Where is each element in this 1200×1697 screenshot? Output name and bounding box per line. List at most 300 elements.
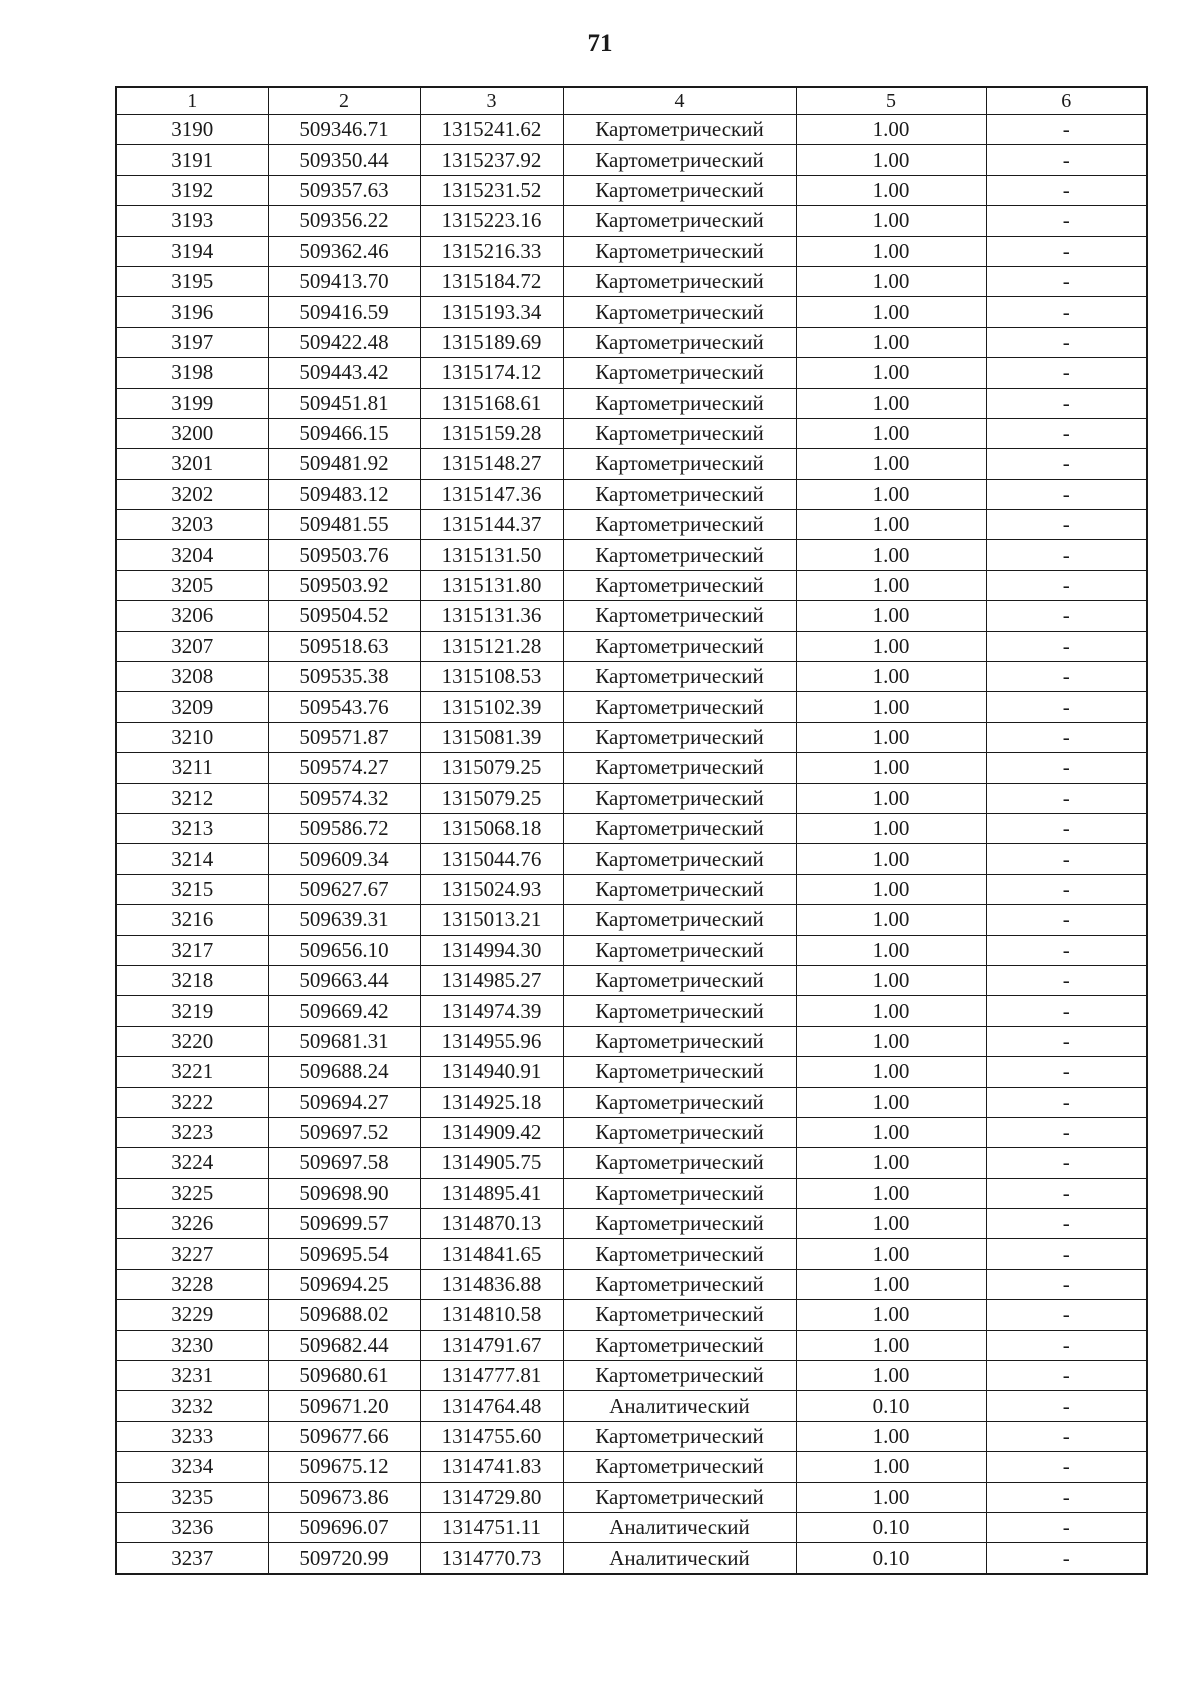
cell-coord-y: 1314870.13 (420, 1209, 563, 1239)
cell-coord-y: 1315131.50 (420, 540, 563, 570)
cell-method: Картометрический (563, 601, 796, 631)
cell-accuracy: 1.00 (796, 844, 986, 874)
cell-note: - (986, 236, 1147, 266)
table-row (116, 358, 1147, 388)
cell-coord-x: 509422.48 (268, 327, 420, 357)
table-row (116, 935, 1147, 965)
cell-accuracy: 1.00 (796, 601, 986, 631)
cell-point-number: 3219 (116, 996, 268, 1026)
cell-coord-x: 509503.92 (268, 570, 420, 600)
cell-note: - (986, 1178, 1147, 1208)
cell-note: - (986, 358, 1147, 388)
table-row (116, 601, 1147, 631)
cell-coord-x: 509466.15 (268, 418, 420, 448)
cell-coord-y: 1314905.75 (420, 1148, 563, 1178)
cell-accuracy: 1.00 (796, 1178, 986, 1208)
cell-accuracy: 1.00 (796, 1148, 986, 1178)
cell-coord-y: 1314791.67 (420, 1330, 563, 1360)
cell-note: - (986, 206, 1147, 236)
cell-method: Картометрический (563, 510, 796, 540)
cell-accuracy: 0.10 (796, 1512, 986, 1542)
cell-coord-y: 1315189.69 (420, 327, 563, 357)
cell-point-number: 3197 (116, 327, 268, 357)
cell-accuracy: 0.10 (796, 1543, 986, 1574)
cell-note: - (986, 813, 1147, 843)
cell-method: Картометрический (563, 358, 796, 388)
cell-accuracy: 1.00 (796, 236, 986, 266)
cell-note: - (986, 1391, 1147, 1421)
cell-accuracy: 1.00 (796, 1057, 986, 1087)
cell-accuracy: 1.00 (796, 631, 986, 661)
cell-note: - (986, 996, 1147, 1026)
cell-accuracy: 1.00 (796, 115, 986, 145)
cell-note: - (986, 1361, 1147, 1391)
cell-point-number: 3203 (116, 510, 268, 540)
cell-accuracy: 1.00 (796, 266, 986, 296)
cell-coord-y: 1314955.96 (420, 1026, 563, 1056)
cell-coord-y: 1314777.81 (420, 1361, 563, 1391)
table-row (116, 692, 1147, 722)
table-row (116, 1512, 1147, 1542)
cell-coord-x: 509688.24 (268, 1057, 420, 1087)
table-row (116, 874, 1147, 904)
cell-accuracy: 1.00 (796, 1330, 986, 1360)
cell-coord-y: 1314994.30 (420, 935, 563, 965)
table-row (116, 1239, 1147, 1269)
cell-coord-x: 509481.92 (268, 449, 420, 479)
cell-method: Картометрический (563, 1117, 796, 1147)
cell-coord-y: 1314985.27 (420, 965, 563, 995)
cell-method: Аналитический (563, 1543, 796, 1574)
cell-note: - (986, 722, 1147, 752)
cell-coord-y: 1314729.80 (420, 1482, 563, 1512)
cell-accuracy: 1.00 (796, 175, 986, 205)
cell-coord-x: 509504.52 (268, 601, 420, 631)
table-row (116, 418, 1147, 448)
cell-method: Картометрический (563, 266, 796, 296)
cell-accuracy: 1.00 (796, 1300, 986, 1330)
cell-point-number: 3222 (116, 1087, 268, 1117)
cell-method: Картометрический (563, 145, 796, 175)
cell-accuracy: 1.00 (796, 905, 986, 935)
table-row (116, 1482, 1147, 1512)
table-row (116, 1026, 1147, 1056)
cell-coord-x: 509663.44 (268, 965, 420, 995)
table-header (116, 87, 1147, 115)
table-row (116, 236, 1147, 266)
table-row (116, 1178, 1147, 1208)
cell-note: - (986, 631, 1147, 661)
cell-method: Картометрический (563, 996, 796, 1026)
table-row (116, 115, 1147, 145)
cell-method: Картометрический (563, 1300, 796, 1330)
cell-coord-x: 509682.44 (268, 1330, 420, 1360)
cell-note: - (986, 297, 1147, 327)
cell-accuracy: 1.00 (796, 783, 986, 813)
header-cell-3: 3 (420, 87, 563, 115)
cell-coord-x: 509669.42 (268, 996, 420, 1026)
cell-coord-y: 1315121.28 (420, 631, 563, 661)
cell-point-number: 3191 (116, 145, 268, 175)
cell-coord-y: 1315108.53 (420, 662, 563, 692)
table-row (116, 1452, 1147, 1482)
cell-point-number: 3216 (116, 905, 268, 935)
cell-point-number: 3196 (116, 297, 268, 327)
cell-accuracy: 1.00 (796, 1452, 986, 1482)
cell-point-number: 3227 (116, 1239, 268, 1269)
cell-note: - (986, 662, 1147, 692)
cell-coord-x: 509416.59 (268, 297, 420, 327)
table-row (116, 662, 1147, 692)
cell-note: - (986, 327, 1147, 357)
cell-accuracy: 1.00 (796, 1239, 986, 1269)
cell-coord-y: 1315147.36 (420, 479, 563, 509)
cell-point-number: 3224 (116, 1148, 268, 1178)
table-row (116, 297, 1147, 327)
cell-coord-x: 509443.42 (268, 358, 420, 388)
cell-coord-x: 509574.27 (268, 753, 420, 783)
cell-method: Картометрический (563, 692, 796, 722)
table-body (116, 115, 1147, 1574)
cell-coord-y: 1315237.92 (420, 145, 563, 175)
cell-coord-y: 1315044.76 (420, 844, 563, 874)
cell-coord-x: 509586.72 (268, 813, 420, 843)
cell-method: Картометрический (563, 1239, 796, 1269)
table-row (116, 844, 1147, 874)
cell-coord-y: 1315231.52 (420, 175, 563, 205)
table-row (116, 175, 1147, 205)
table-row (116, 813, 1147, 843)
cell-point-number: 3201 (116, 449, 268, 479)
cell-coord-x: 509543.76 (268, 692, 420, 722)
cell-coord-y: 1314895.41 (420, 1178, 563, 1208)
table-row (116, 1087, 1147, 1117)
cell-coord-y: 1314751.11 (420, 1512, 563, 1542)
cell-coord-x: 509656.10 (268, 935, 420, 965)
cell-coord-x: 509696.07 (268, 1512, 420, 1542)
cell-note: - (986, 844, 1147, 874)
cell-accuracy: 1.00 (796, 388, 986, 418)
cell-note: - (986, 175, 1147, 205)
cell-coord-x: 509362.46 (268, 236, 420, 266)
cell-coord-y: 1315131.36 (420, 601, 563, 631)
cell-coord-x: 509694.27 (268, 1087, 420, 1117)
cell-point-number: 3231 (116, 1361, 268, 1391)
cell-note: - (986, 510, 1147, 540)
cell-note: - (986, 1117, 1147, 1147)
cell-note: - (986, 266, 1147, 296)
cell-coord-x: 509356.22 (268, 206, 420, 236)
cell-point-number: 3236 (116, 1512, 268, 1542)
cell-method: Картометрический (563, 1269, 796, 1299)
header-cell-5: 5 (796, 87, 986, 115)
table-row (116, 1148, 1147, 1178)
cell-accuracy: 1.00 (796, 358, 986, 388)
cell-coord-y: 1315024.93 (420, 874, 563, 904)
cell-coord-x: 509535.38 (268, 662, 420, 692)
cell-accuracy: 1.00 (796, 1209, 986, 1239)
cell-method: Картометрический (563, 1087, 796, 1117)
cell-point-number: 3192 (116, 175, 268, 205)
cell-method: Картометрический (563, 1452, 796, 1482)
table-row (116, 540, 1147, 570)
cell-point-number: 3213 (116, 813, 268, 843)
cell-method: Картометрический (563, 1421, 796, 1451)
cell-note: - (986, 449, 1147, 479)
cell-note: - (986, 570, 1147, 600)
cell-point-number: 3228 (116, 1269, 268, 1299)
cell-method: Картометрический (563, 662, 796, 692)
cell-note: - (986, 1209, 1147, 1239)
table-row (116, 753, 1147, 783)
cell-note: - (986, 753, 1147, 783)
cell-point-number: 3195 (116, 266, 268, 296)
cell-coord-y: 1314770.73 (420, 1543, 563, 1574)
header-cell-1: 1 (116, 87, 268, 115)
cell-coord-y: 1315159.28 (420, 418, 563, 448)
cell-coord-y: 1315148.27 (420, 449, 563, 479)
cell-accuracy: 1.00 (796, 1269, 986, 1299)
cell-note: - (986, 1421, 1147, 1451)
header-row (116, 87, 1147, 115)
cell-accuracy: 1.00 (796, 540, 986, 570)
cell-method: Картометрический (563, 1178, 796, 1208)
cell-coord-x: 509698.90 (268, 1178, 420, 1208)
table-row (116, 145, 1147, 175)
cell-coord-y: 1314836.88 (420, 1269, 563, 1299)
cell-point-number: 3229 (116, 1300, 268, 1330)
cell-note: - (986, 540, 1147, 570)
cell-coord-x: 509639.31 (268, 905, 420, 935)
table-row (116, 1421, 1147, 1451)
header-cell-6: 6 (986, 87, 1147, 115)
cell-note: - (986, 1452, 1147, 1482)
cell-method: Картометрический (563, 1209, 796, 1239)
cell-coord-y: 1315102.39 (420, 692, 563, 722)
cell-accuracy: 1.00 (796, 570, 986, 600)
cell-note: - (986, 1087, 1147, 1117)
header-cell-2: 2 (268, 87, 420, 115)
table-row (116, 783, 1147, 813)
cell-method: Картометрический (563, 1148, 796, 1178)
header-cell-4: 4 (563, 87, 796, 115)
cell-accuracy: 1.00 (796, 965, 986, 995)
cell-coord-x: 509503.76 (268, 540, 420, 570)
table-row (116, 905, 1147, 935)
cell-note: - (986, 905, 1147, 935)
cell-note: - (986, 1512, 1147, 1542)
cell-accuracy: 1.00 (796, 813, 986, 843)
cell-point-number: 3207 (116, 631, 268, 661)
table-row (116, 388, 1147, 418)
cell-point-number: 3198 (116, 358, 268, 388)
cell-point-number: 3221 (116, 1057, 268, 1087)
cell-coord-x: 509680.61 (268, 1361, 420, 1391)
table-row (116, 1057, 1147, 1087)
cell-coord-y: 1315081.39 (420, 722, 563, 752)
cell-coord-y: 1315079.25 (420, 753, 563, 783)
cell-note: - (986, 965, 1147, 995)
cell-point-number: 3208 (116, 662, 268, 692)
cell-accuracy: 1.00 (796, 297, 986, 327)
cell-coord-x: 509413.70 (268, 266, 420, 296)
cell-method: Картометрический (563, 479, 796, 509)
cell-point-number: 3215 (116, 874, 268, 904)
cell-coord-y: 1314810.58 (420, 1300, 563, 1330)
cell-point-number: 3237 (116, 1543, 268, 1574)
cell-accuracy: 1.00 (796, 996, 986, 1026)
cell-method: Картометрический (563, 844, 796, 874)
cell-accuracy: 1.00 (796, 935, 986, 965)
table-row (116, 1361, 1147, 1391)
table-row (116, 1543, 1147, 1574)
cell-accuracy: 1.00 (796, 722, 986, 752)
cell-accuracy: 1.00 (796, 1117, 986, 1147)
table-row (116, 631, 1147, 661)
cell-coord-y: 1315184.72 (420, 266, 563, 296)
cell-accuracy: 1.00 (796, 327, 986, 357)
cell-method: Аналитический (563, 1512, 796, 1542)
cell-coord-x: 509681.31 (268, 1026, 420, 1056)
cell-coord-x: 509357.63 (268, 175, 420, 205)
cell-point-number: 3217 (116, 935, 268, 965)
cell-note: - (986, 1543, 1147, 1574)
cell-method: Картометрический (563, 935, 796, 965)
cell-method: Картометрический (563, 905, 796, 935)
cell-note: - (986, 1330, 1147, 1360)
table-row (116, 1391, 1147, 1421)
cell-method: Картометрический (563, 965, 796, 995)
cell-accuracy: 1.00 (796, 692, 986, 722)
cell-coord-x: 509481.55 (268, 510, 420, 540)
table-row (116, 1117, 1147, 1147)
table-row (116, 1209, 1147, 1239)
cell-coord-x: 509346.71 (268, 115, 420, 145)
cell-coord-y: 1315216.33 (420, 236, 563, 266)
cell-accuracy: 1.00 (796, 1026, 986, 1056)
cell-coord-y: 1315131.80 (420, 570, 563, 600)
cell-point-number: 3202 (116, 479, 268, 509)
table-row (116, 996, 1147, 1026)
cell-coord-y: 1314741.83 (420, 1452, 563, 1482)
cell-coord-y: 1314764.48 (420, 1391, 563, 1421)
cell-point-number: 3223 (116, 1117, 268, 1147)
cell-note: - (986, 1148, 1147, 1178)
coordinates-table (115, 86, 1148, 1575)
table-row (116, 479, 1147, 509)
cell-coord-y: 1314925.18 (420, 1087, 563, 1117)
cell-point-number: 3220 (116, 1026, 268, 1056)
cell-point-number: 3233 (116, 1421, 268, 1451)
cell-accuracy: 1.00 (796, 206, 986, 236)
cell-note: - (986, 1269, 1147, 1299)
cell-coord-x: 509627.67 (268, 874, 420, 904)
table-row (116, 449, 1147, 479)
cell-accuracy: 1.00 (796, 1482, 986, 1512)
cell-point-number: 3205 (116, 570, 268, 600)
cell-method: Картометрический (563, 540, 796, 570)
cell-coord-y: 1315068.18 (420, 813, 563, 843)
cell-coord-x: 509688.02 (268, 1300, 420, 1330)
cell-note: - (986, 601, 1147, 631)
table-row (116, 327, 1147, 357)
cell-note: - (986, 1057, 1147, 1087)
cell-coord-y: 1315168.61 (420, 388, 563, 418)
cell-method: Картометрический (563, 115, 796, 145)
cell-method: Картометрический (563, 753, 796, 783)
cell-coord-x: 509673.86 (268, 1482, 420, 1512)
cell-method: Картометрический (563, 783, 796, 813)
cell-note: - (986, 1026, 1147, 1056)
page-number: 71 (587, 30, 613, 57)
cell-coord-x: 509451.81 (268, 388, 420, 418)
cell-method: Картометрический (563, 388, 796, 418)
cell-coord-y: 1314940.91 (420, 1057, 563, 1087)
cell-point-number: 3190 (116, 115, 268, 145)
cell-point-number: 3225 (116, 1178, 268, 1208)
cell-coord-y: 1315193.34 (420, 297, 563, 327)
cell-coord-y: 1314841.65 (420, 1239, 563, 1269)
cell-coord-y: 1314755.60 (420, 1421, 563, 1451)
cell-note: - (986, 1300, 1147, 1330)
cell-accuracy: 1.00 (796, 874, 986, 904)
cell-point-number: 3193 (116, 206, 268, 236)
cell-coord-x: 509483.12 (268, 479, 420, 509)
cell-point-number: 3211 (116, 753, 268, 783)
cell-coord-x: 509697.52 (268, 1117, 420, 1147)
cell-point-number: 3234 (116, 1452, 268, 1482)
cell-point-number: 3235 (116, 1482, 268, 1512)
cell-note: - (986, 145, 1147, 175)
cell-coord-y: 1315144.37 (420, 510, 563, 540)
cell-coord-x: 509571.87 (268, 722, 420, 752)
cell-method: Картометрический (563, 1026, 796, 1056)
cell-method: Картометрический (563, 297, 796, 327)
cell-coord-x: 509518.63 (268, 631, 420, 661)
cell-method: Картометрический (563, 722, 796, 752)
cell-method: Картометрический (563, 236, 796, 266)
table-row (116, 510, 1147, 540)
cell-method: Картометрический (563, 1361, 796, 1391)
cell-method: Картометрический (563, 418, 796, 448)
cell-coord-x: 509699.57 (268, 1209, 420, 1239)
cell-coord-x: 509694.25 (268, 1269, 420, 1299)
cell-note: - (986, 388, 1147, 418)
cell-coord-y: 1314974.39 (420, 996, 563, 1026)
cell-coord-x: 509697.58 (268, 1148, 420, 1178)
cell-coord-x: 509720.99 (268, 1543, 420, 1574)
cell-method: Аналитический (563, 1391, 796, 1421)
cell-accuracy: 1.00 (796, 449, 986, 479)
cell-accuracy: 1.00 (796, 1361, 986, 1391)
cell-point-number: 3194 (116, 236, 268, 266)
cell-method: Картометрический (563, 449, 796, 479)
cell-coord-x: 509609.34 (268, 844, 420, 874)
cell-accuracy: 1.00 (796, 1087, 986, 1117)
cell-note: - (986, 479, 1147, 509)
cell-point-number: 3218 (116, 965, 268, 995)
cell-coord-y: 1314909.42 (420, 1117, 563, 1147)
cell-method: Картометрический (563, 874, 796, 904)
cell-note: - (986, 1482, 1147, 1512)
cell-point-number: 3226 (116, 1209, 268, 1239)
cell-accuracy: 0.10 (796, 1391, 986, 1421)
cell-accuracy: 1.00 (796, 1421, 986, 1451)
cell-accuracy: 1.00 (796, 418, 986, 448)
cell-coord-y: 1315079.25 (420, 783, 563, 813)
cell-method: Картометрический (563, 175, 796, 205)
cell-point-number: 3230 (116, 1330, 268, 1360)
